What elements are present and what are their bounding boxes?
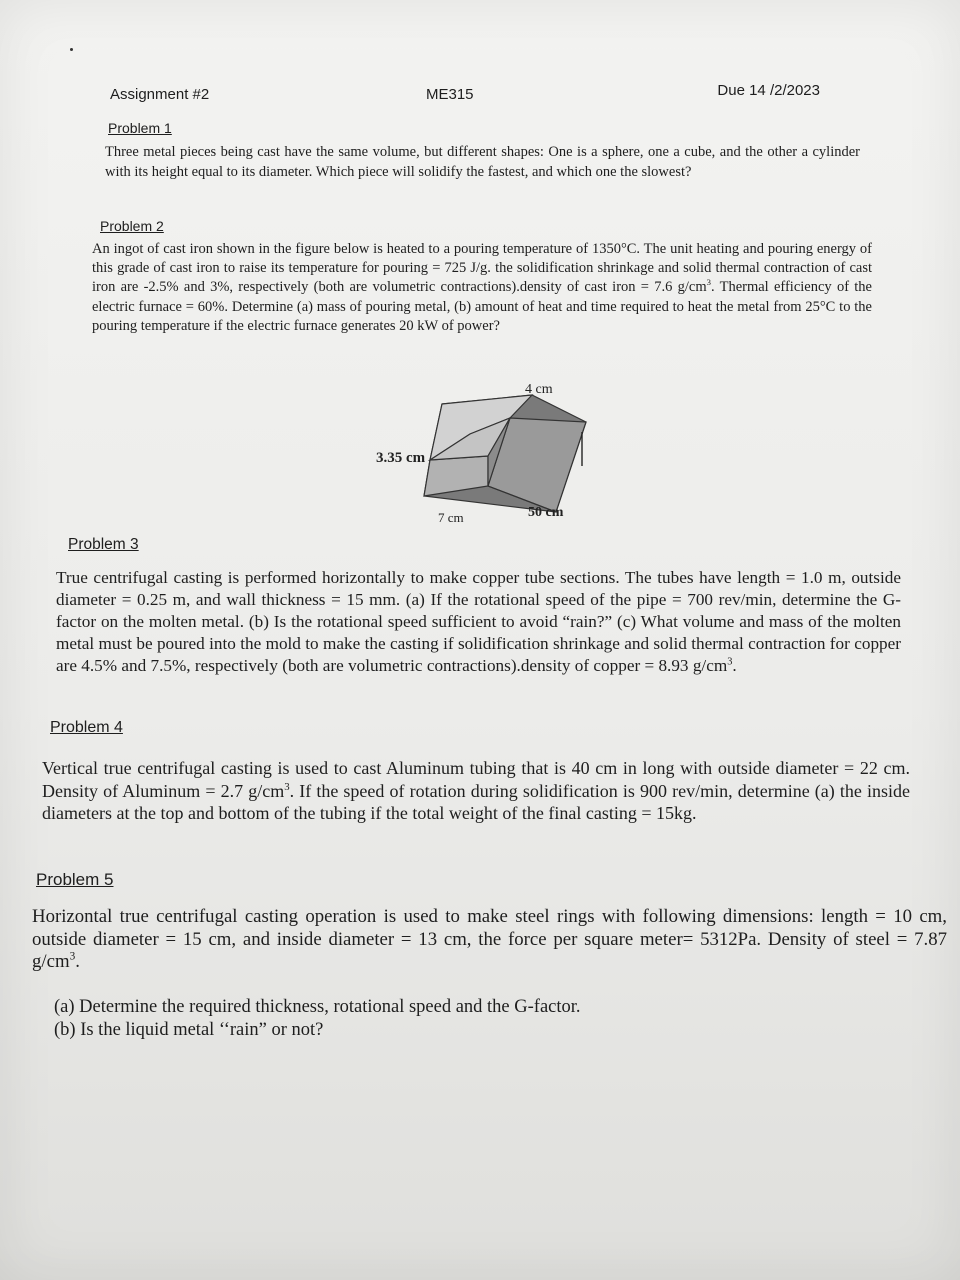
problem-5-text: Horizontal true centrifugal casting operation is used to make steel rings with following dimensions: length = 10 cm, outside diameter = 15 cm, and inside diameter = 13 cm, the force per square meter= 5312Pa. Density of steel = 7.87 $g/cm^3$. [32,906,947,972]
due-date: Due 14 /2/2023 [717,82,820,99]
problem-2-text: An ingot of cast iron shown in the figure below is heated to a pouring temperature of 1350°C. The unit heating and pouring energy of this grade of cast iron to raise its temperature for pouring = 725 J/g. the solidification shrinkage and solid thermal contraction of cast iron are -2.5% and 3%, respectively (both are volumetric contractions).density of cast iron = 7.6 $g/cm^3$. Thermal efficiency of the electric furnace = 60%. Determine (a) mass of pouring metal, (b) amount of heat and time required to heat the metal from 25°C to the pouring temperature if the electric furnace generates 20 kW of power? [92,241,872,334]
problem-5-title: Problem 5 [36,870,114,889]
problem-1-text: Three metal pieces being cast have the same volume, but different shapes: One is a sphere, one a cube, and the other a cylinder with its height equal to its diameter. Which piece will solidify the fastest, and which one the slowest? [105,144,860,180]
assignment-number: Assignment #2 [110,86,210,103]
problem-5-question-a: (a) Determine the required thickness, rotational speed and the G-factor. [54,997,581,1017]
assignment-header [110,82,820,110]
problem-1-title: Problem 1 [108,120,172,136]
ingot-figure [360,376,620,536]
problem-5-questions [54,996,754,1042]
top-dimension-label: 4 cm [525,382,553,397]
bottom-dimension-label: 7 cm [438,510,464,525]
problem-4-text: Vertical true centrifugal casting is used to cast Aluminum tubing that is 40 cm in long with outside diameter = 22 cm. Density of Aluminum = 2.7 $g/cm^3$. If the speed of rotation during solidification is 900 rev/min, determine (a) the inside diameters at the top and bottom of the tubing if the total weight of the final casting = 15kg. [42,758,910,823]
problem-2-title: Problem 2 [100,218,164,234]
problem-5-question-b: (b) Is the liquid metal ‘‘rain” or not? [54,1020,324,1040]
problem-3-text: True centrifugal casting is performed horizontally to make copper tube sections. The tubes have length = 1.0 m, outside diameter = 0.25 m, and wall thickness = 15 mm. (a) If the rotational speed of the pipe = 700 rev/min, determine the G-factor on the molten metal. (b) Is the rotational speed sufficient to avoid “rain?” (c) What volume and mass of the molten metal must be poured into the mold to make the casting if solidification shrinkage and solid thermal contraction for copper are 4.5% and 7.5%, respectively (both are volumetric contractions).density of copper = 8.93 $g/cm^3$. [56,568,901,675]
pen-mark [70,48,73,51]
problem-4-title: Problem 4 [50,719,123,736]
side-dimension-label: 3.35 cm [376,450,426,466]
length-dimension-label: 50 cm [528,505,564,520]
problem-3-title: Problem 3 [68,536,139,553]
course-code: ME315 [426,86,474,103]
